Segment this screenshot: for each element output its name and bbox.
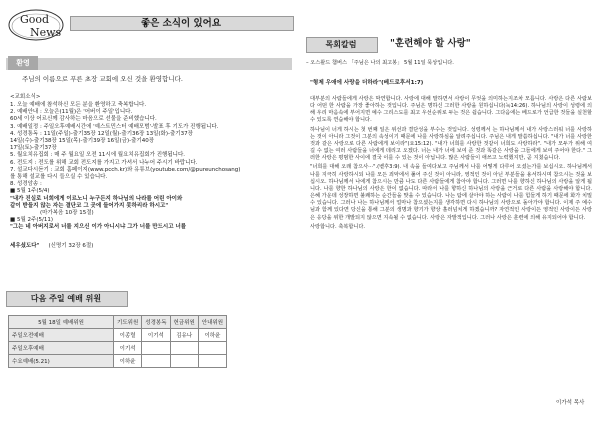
news-item: 5. 월요치유집회 : 매 주 월요일 오전 11시에 월요치유집회가 진행됩니다. bbox=[10, 152, 186, 159]
duty-cell bbox=[142, 355, 170, 368]
table-row bbox=[9, 355, 227, 368]
duty-title: 다음 주일 예배 위원 bbox=[30, 294, 102, 303]
verse-quote-line: "내가 진실로 너희에게 이르노니 누구든지 하나님의 나라를 어린 아이와 bbox=[10, 195, 183, 202]
news-item: 17일(토)-출기37장 bbox=[10, 145, 57, 152]
news-title: <교회소식> bbox=[10, 94, 41, 100]
duty-header-usher: 안내위원 bbox=[198, 316, 226, 329]
news-item: 3. 예배일정 : 주일오후예배시간에 '예스트민스터 예배모범'-발표 후 기도가 진행됩니다. bbox=[10, 123, 219, 130]
duty-cell: 이기석 bbox=[142, 329, 170, 342]
duty-cell: 이하윤 bbox=[114, 355, 142, 368]
welcome-label: 환영 bbox=[8, 56, 38, 70]
logo-word-good: Good bbox=[20, 13, 50, 26]
news-item: 14일(수)-출기38장 15일(목)-출기39장 16일(금)-출기40장 bbox=[10, 138, 155, 145]
column-credit: – 오스왈드 챔버스 「주님은 나의 최고봉」 5월 11일 묵상입니다. bbox=[306, 60, 454, 66]
verse-week: ■ 5월 1주(5/4) bbox=[10, 188, 50, 195]
column-paragraph: 하나님이 너게 하시는 첫 번째 일은 위선과 결단성을 부수는 것입니다. 성령께서 는 하나님께서 내가 사랑스러워 너를 사랑하는 것이 아니라 그것이 그분의 속성이기 때문에 나를 사랑하심을 알려주십니다. 주님은 내게 말씀하십니다. "내가 너를 사랑한 것과 같은 사랑으로 다른 사람에게 보이라"(요15:12). "내가 너희를 사랑한 것같이 너희도 사랑하라". "내가 모두가 위해 여길 수 없는 여러 사람들을 너에게 데리고 오겠다. 너는 내가 너에 보여 준 것과 똑같은 사랑을 그들에게 보여 주어야 한다." 그러한 사랑은 평범한 사이에 결국 이를 수 있는 것이 아닙니다. 많은 사람들이 애쓰고 노력했지만, 곧 지쳤습니다. bbox=[310, 126, 592, 162]
column-body bbox=[310, 96, 592, 233]
duty-header-row bbox=[9, 316, 227, 329]
logo-word-news: News bbox=[30, 26, 62, 39]
column-title: "훈련해야 할 사랑" bbox=[390, 38, 471, 49]
welcome-text: 주님의 이름으로 푸른 초장 교회에 오신 것을 환영합니다. bbox=[22, 75, 183, 83]
news-item: 를 통해 설교를 다시 들으실 수 있습니다. bbox=[10, 174, 108, 181]
duty-row-label: 주일오전예배 bbox=[9, 329, 114, 342]
news-item: 7. 설교다시듣기 : 교회 홈페이지(www.pcch.kr)와 유튜브(youtube.com/@pureunchosang) bbox=[10, 166, 241, 173]
page-headline: 좋은 소식이 있어요 bbox=[140, 18, 222, 29]
column-paragraph: 사랑합니다. 축복합니다. bbox=[310, 223, 366, 230]
column-paragraph: "너희를 대해 오래 참으사···".(벧후3:9). 내 속을 들여다보고 주님께서 나를 어떻게 다루어 오셨는가를 보십시오. 하나님께서 나를 지극히 사랑하시되 나를 모든 죄악에서 풀어 주신 것이 아니라, 영적인 것이 아닌 부분들을 용서하시며 참으시는 것을 보십시오. 하나님께서 나에게 참으시는 만큼 나도 다른 사람들에게 참아야 합니다. 그러면 나를 향하신 하나님의 사랑을 알게 됩니다. 나를 향한 하나님의 사랑은 한이 없습니다. 따라서 나를 향하신 하나님의 사랑을 근거로 다른 사람을 사랑해야 합니다. 은혜 가운데 성장하면 불쾌하는 순간들을 맞을 수 있습니다. 나는 탐에 살아야 하는 사람이 나를 힘들게 하기 때문에 화가 치밀 수 있습니다. 그러나 나는 하나님께서 얼마나 참으셨는지를 생각하면 다시 하나님의 사랑으로 돌아가야 합니다. 이제 주 예수님과 함께 있다면 당신을 통해 그분의 생명과 향기가 향상 흘러넘치게 하겠습니까? 자연적인 사랑이든 영적인 사랑이든 사랑은 응당을 위한 개발되지 않으면 지속될 수 없습니다. 사랑은 자발적입니다. 그러나 사랑은 훈련에 의해 유지되어야 합니다. bbox=[310, 164, 592, 221]
good-news-logo bbox=[6, 7, 66, 43]
news-item: 60세 이상 어르신께 감사하는 마음으로 선물을 준비했습니다. bbox=[10, 116, 157, 123]
verse-reference: (신명기 32장 6절) bbox=[48, 242, 94, 249]
news-item: 8. 성경암송 : bbox=[10, 181, 42, 188]
column-author: 이가석 목사 bbox=[556, 400, 585, 406]
news-list bbox=[10, 102, 295, 251]
duty-cell: 이종렬 bbox=[114, 329, 142, 342]
duty-header-offering: 헌금위원 bbox=[170, 316, 198, 329]
table-row bbox=[9, 342, 227, 355]
duty-row-label: 수요예배(5.21) bbox=[9, 355, 114, 368]
duty-header-prayer: 기도위원 bbox=[114, 316, 142, 329]
duty-cell bbox=[198, 355, 226, 368]
verse-week: ■ 5월 2주(5/11) bbox=[10, 217, 53, 224]
verse-quote-line: "그는 네 아버지로서 너를 지으신 이가 아니시냐 그가 너를 만드시고 너를 bbox=[10, 224, 187, 231]
news-item: 6. 전도지 : 전도를 위해 교회 전도지를 가지고 가셔서 나누어 주시기 바랍니다. bbox=[10, 159, 198, 166]
duty-cell bbox=[170, 355, 198, 368]
verse-quote-line: 같이 받들지 않는 자는 결단코 그 곳에 들어가지 못하리라 하시고" bbox=[10, 202, 169, 209]
duty-cell bbox=[142, 342, 170, 355]
duty-cell: 이기석 bbox=[114, 342, 142, 355]
welcome-bar bbox=[6, 58, 292, 70]
duty-cell bbox=[170, 342, 198, 355]
table-row bbox=[9, 329, 227, 342]
duty-header-scripture: 성경봉독 bbox=[142, 316, 170, 329]
news-item: 1. 오늘 예배에 참석하신 모든 분을 환영하고 축복합니다. bbox=[10, 102, 147, 108]
column-paragraph: 대부분의 사람들에게 사랑은 막연합니다. 사랑에 대해 말하면서 사랑이 무엇을 의미하는지조차 모릅니다. 사랑은 다른 사람보다 어떤 한 사람을 가장 좋아하는 것입니다. 주님은 명하신 그러한 사랑을 원하십니다(눅14:26). 하나님의 사랑이 성령에 의해 우리 마음속에 부어지면 예수 그리스도를 최고 우선순위로 두는 것은 쉽습니다. 그다음에는 베드로가 언급한 것들을 실천할 수 있도록 연습해야 합니다. bbox=[310, 96, 592, 124]
duty-row-label: 주일오후예배 bbox=[9, 342, 114, 355]
duty-cell bbox=[198, 342, 226, 355]
duty-table bbox=[8, 315, 227, 368]
verse-quote-line: 세우셨도다" bbox=[10, 242, 40, 249]
verse-reference: (마가복음 10장 15절) bbox=[40, 210, 94, 217]
duty-cell: 이하윤 bbox=[198, 329, 226, 342]
duty-header-date: 5월 18일 예배위원 bbox=[9, 316, 114, 329]
news-item: 2. 예배안내 : 오늘은(11월)은 '어버이 주일'입니다. bbox=[10, 109, 133, 116]
column-label: 목회칼럼 bbox=[325, 40, 357, 49]
column-subtitle: "형제 우애에 사랑을 더하라"(베드로후서1:7) bbox=[310, 80, 424, 86]
duty-cell: 김유나 bbox=[170, 329, 198, 342]
news-item: 4. 성경통독 : 11일(주일)-출기35장 12일(월)-출기36장 13일(화)-출기37장 bbox=[10, 130, 193, 137]
